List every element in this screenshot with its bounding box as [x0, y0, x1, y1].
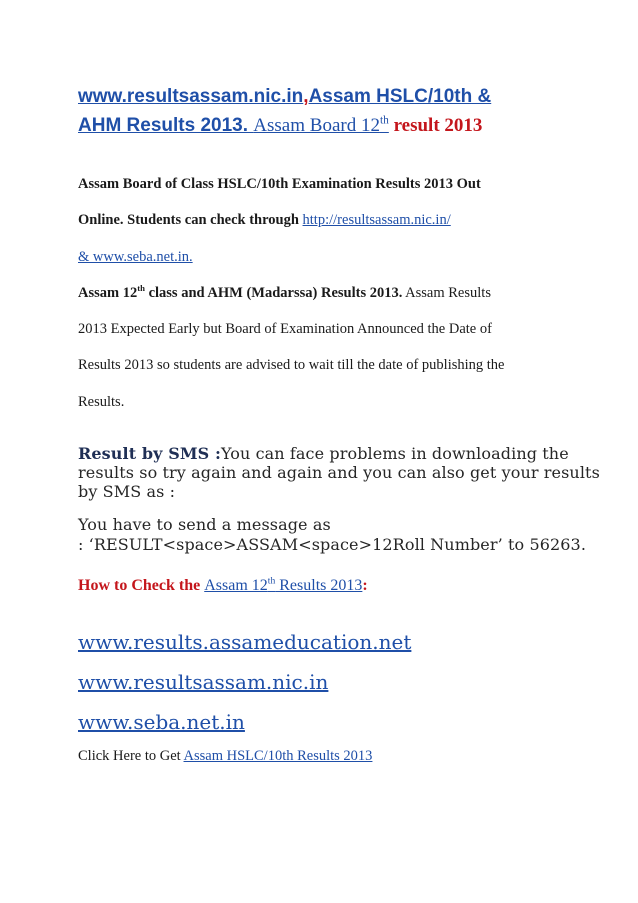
title-link-board12-sup: th	[379, 114, 389, 127]
title-link-ahm[interactable]: AHM Results 2013.	[78, 115, 254, 136]
sms-heading: Result by SMS :	[78, 444, 222, 463]
sms-line2: results so try again and again and you can also get your results	[78, 463, 600, 482]
para1-line4-sup: th	[137, 283, 145, 294]
para1-line4-pre: Assam 12	[78, 285, 138, 301]
howto-colon: :	[362, 577, 368, 594]
click-here-line	[78, 748, 372, 765]
para1-line4	[78, 285, 491, 302]
link-seba[interactable]: & www.seba.net.in.	[78, 249, 193, 265]
title-link-hslc[interactable]: Assam HSLC/10th &	[308, 86, 492, 107]
sms-line3: by SMS as :	[78, 482, 176, 501]
para1-line5: 2013 Expected Early but Board of Examination Announced the Date of	[78, 321, 492, 337]
sms-line1	[78, 444, 569, 463]
para1-line2	[78, 212, 451, 229]
para1-line7: Results.	[78, 394, 125, 410]
howto-link-sup: th	[267, 575, 276, 587]
howto-link[interactable]	[204, 577, 362, 594]
title-link-board12[interactable]	[253, 115, 389, 136]
link-resultsassam[interactable]: www.resultsassam.nic.in	[78, 670, 329, 694]
link-assameducation[interactable]: www.results.assameducation.net	[78, 630, 412, 654]
title-link-resultsassam[interactable]: www.resultsassam.nic.in	[78, 86, 304, 107]
para1-line2-text: Online. Students can check through	[78, 212, 303, 228]
para1-line3	[78, 249, 193, 266]
howto-label: How to Check the	[78, 577, 205, 594]
title-line-2	[78, 115, 482, 137]
para1-line4-bold	[78, 285, 402, 301]
title-tail: result 2013	[388, 115, 483, 136]
link-resultsassam-url[interactable]: http://resultsassam.nic.in/	[302, 212, 451, 228]
para1-line4-boldtext: class and AHM (Madarssa) Results 2013.	[144, 285, 403, 301]
howto-link-tail: Results 2013	[275, 577, 363, 594]
link-seba-net[interactable]: www.seba.net.in	[78, 710, 245, 734]
howto-heading	[78, 577, 368, 595]
title-link-board12-text: Assam Board 12	[253, 115, 380, 136]
sms-line4: You have to send a message as	[78, 515, 331, 534]
title-comma: ,	[303, 86, 309, 107]
link-hslc-results[interactable]: Assam HSLC/10th Results 2013	[183, 748, 373, 764]
howto-link-pre: Assam 12	[204, 577, 268, 594]
para1-line1: Assam Board of Class HSLC/10th Examination Results 2013 Out	[78, 176, 481, 192]
para1-line6: Results 2013 so students are advised to wait till the date of publishing the	[78, 357, 505, 373]
click-here-text: Click Here to Get	[78, 748, 184, 764]
sms-line5: : ‘RESULT<space>ASSAM<space>12Roll Number’ to 56263.	[78, 535, 587, 554]
para1-line4-tail: Assam Results	[402, 285, 491, 301]
title-line-1	[78, 86, 491, 108]
sms-line1-tail: You can face problems in downloading the	[221, 444, 569, 463]
